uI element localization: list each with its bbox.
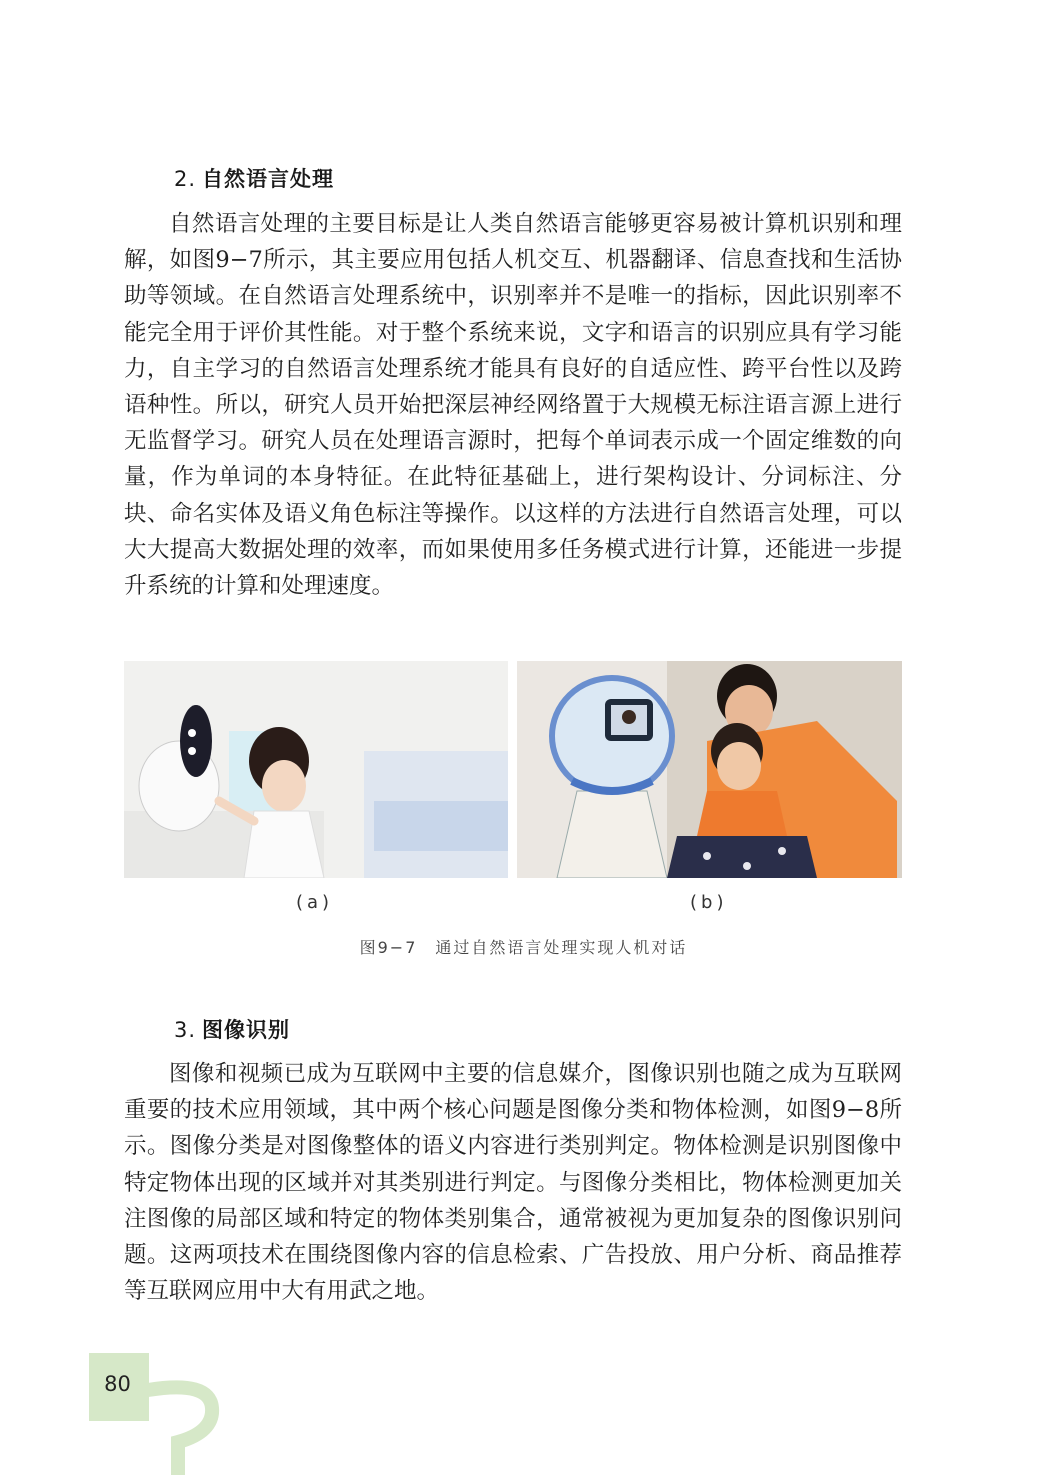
photo-girl-with-robot [124, 661, 508, 878]
page-number: 80 [104, 1372, 131, 1396]
section-heading-image-recognition [174, 1014, 290, 1044]
image-recognition-paragraph: 图像和视频已成为互联网中主要的信息媒介，图像识别也随之成为互联网重要的技术应用领域，其中两个核心问题是图像分类和物体检测，如图9−8所示。图像分类是对图像整体的语义内容进行类别判定。物体检测是识别图像中特定物体出现的区域并对其类别进行判定。与图像分类相比，物体检测更加关注图像的局部区域和特定的物体类别集合，通常被视为更加复杂的图像识别问题。这两项技术在围绕图像内容的信息检索、广告投放、用户分析、商品推荐等互联网应用中大有用武之地。 [124, 1061, 902, 1305]
section-title: 自然语言处理 [202, 167, 335, 191]
figure-caption: 图9−7 通过自然语言处理实现人机对话 [359, 938, 688, 957]
section-number: 3. [174, 1018, 197, 1042]
photo-family-with-robot [517, 661, 902, 878]
section-heading-nlp [174, 163, 334, 193]
subfigure-label-a: (a) [296, 892, 334, 913]
subfigure-label-b: (b) [690, 892, 728, 913]
figure-9-7 [124, 661, 902, 878]
section-number: 2. [174, 167, 197, 191]
nlp-paragraph: 自然语言处理的主要目标是让人类自然语言能够更容易被计算机识别和理解，如图9−7所示，其主要应用包括人机交互、机器翻译、信息查找和生活协助等领域。在自然语言处理系统中，识别率并不是唯一的指标，因此识别率不能完全用于评价其性能。对于整个系统来说，文字和语言的识别应具有学习能力，自主学习的自然语言处理系统才能具有良好的自适应性、跨平台性以及跨语种性。所以，研究人员开始把深层神经网络置于大规模无标注语言源上进行无监督学习。研究人员在处理语言源时，把每个单词表示成一个固定维数的向量，作为单词的本身特征。在此特征基础上，进行架构设计、分词标注、分块、命名实体及语义角色标注等操作。以这样的方法进行自然语言处理，可以大大提高大数据处理的效率，而如果使用多任务模式进行计算，还能进一步提升系统的计算和处理速度。 [124, 211, 902, 600]
page-hook-decoration [140, 1380, 230, 1475]
section-title: 图像识别 [202, 1018, 291, 1042]
